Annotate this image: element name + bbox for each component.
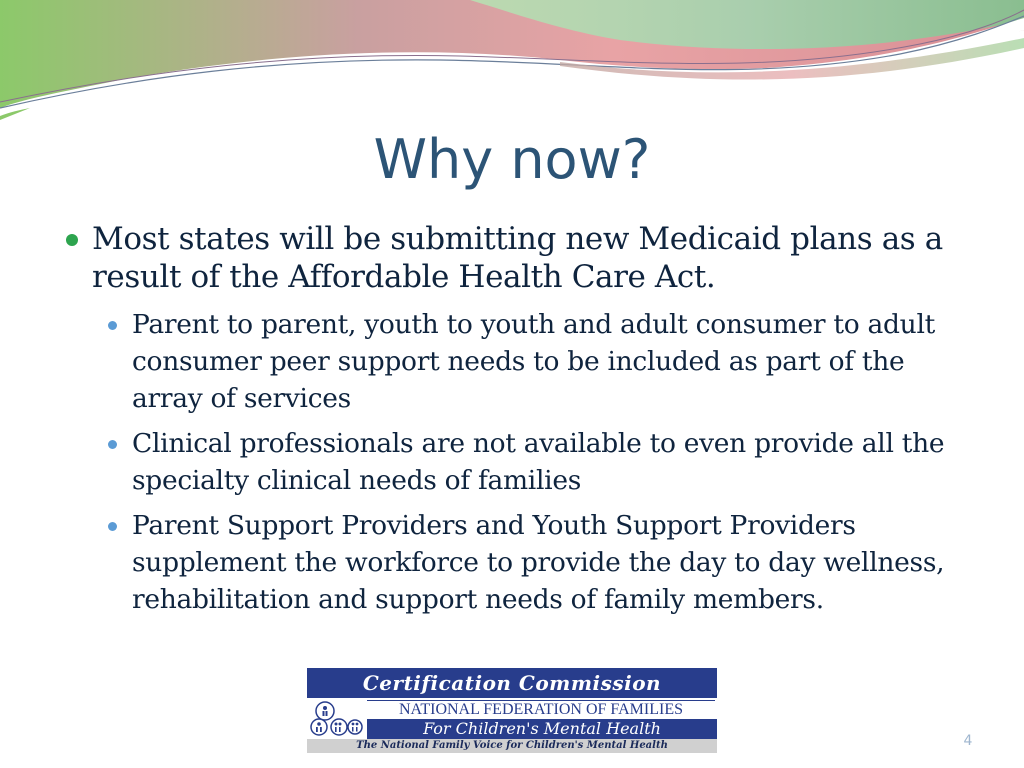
slide-content — [60, 220, 970, 626]
logo-org-name: NATIONAL FEDERATION OF FAMILIES — [367, 700, 715, 720]
sub-bullet-text: Clinical professionals are not available to even provide all the specialty clinical needs of families — [132, 428, 945, 496]
bullet-text: Most states will be submitting new Medicaid plans as a result of the Affordable Health Care Act. — [92, 221, 943, 295]
sub-bullet-dot-icon — [108, 321, 117, 330]
sub-bullet-item — [132, 306, 970, 417]
sub-bullet-list — [60, 306, 970, 618]
family-emblem-icon — [309, 699, 363, 739]
sub-bullet-text: Parent to parent, youth to youth and adult consumer to adult consumer peer support needs to be included as part of the array of services — [132, 309, 935, 414]
bullet-dot-icon — [66, 234, 78, 246]
certification-commission-logo — [307, 668, 717, 753]
logo-org-subtitle: For Children's Mental Health — [367, 719, 717, 739]
sub-bullet-dot-icon — [108, 522, 117, 531]
sub-bullet-dot-icon — [108, 440, 117, 449]
sub-bullet-item — [132, 507, 970, 618]
decorative-wave-banner — [0, 0, 1024, 120]
sub-bullet-item — [132, 425, 970, 499]
logo-tagline: The National Family Voice for Children's Mental Health — [307, 739, 717, 753]
bullet-item — [60, 220, 970, 296]
slide-title: Why now? — [373, 128, 651, 191]
logo-middle-band — [307, 698, 717, 739]
sub-bullet-text: Parent Support Providers and Youth Support Providers supplement the workforce to provide the day to day wellness, rehabilitation and support needs of family members. — [132, 510, 945, 615]
page-number: 4 — [963, 733, 973, 749]
logo-top-banner: Certification Commission — [307, 668, 717, 698]
